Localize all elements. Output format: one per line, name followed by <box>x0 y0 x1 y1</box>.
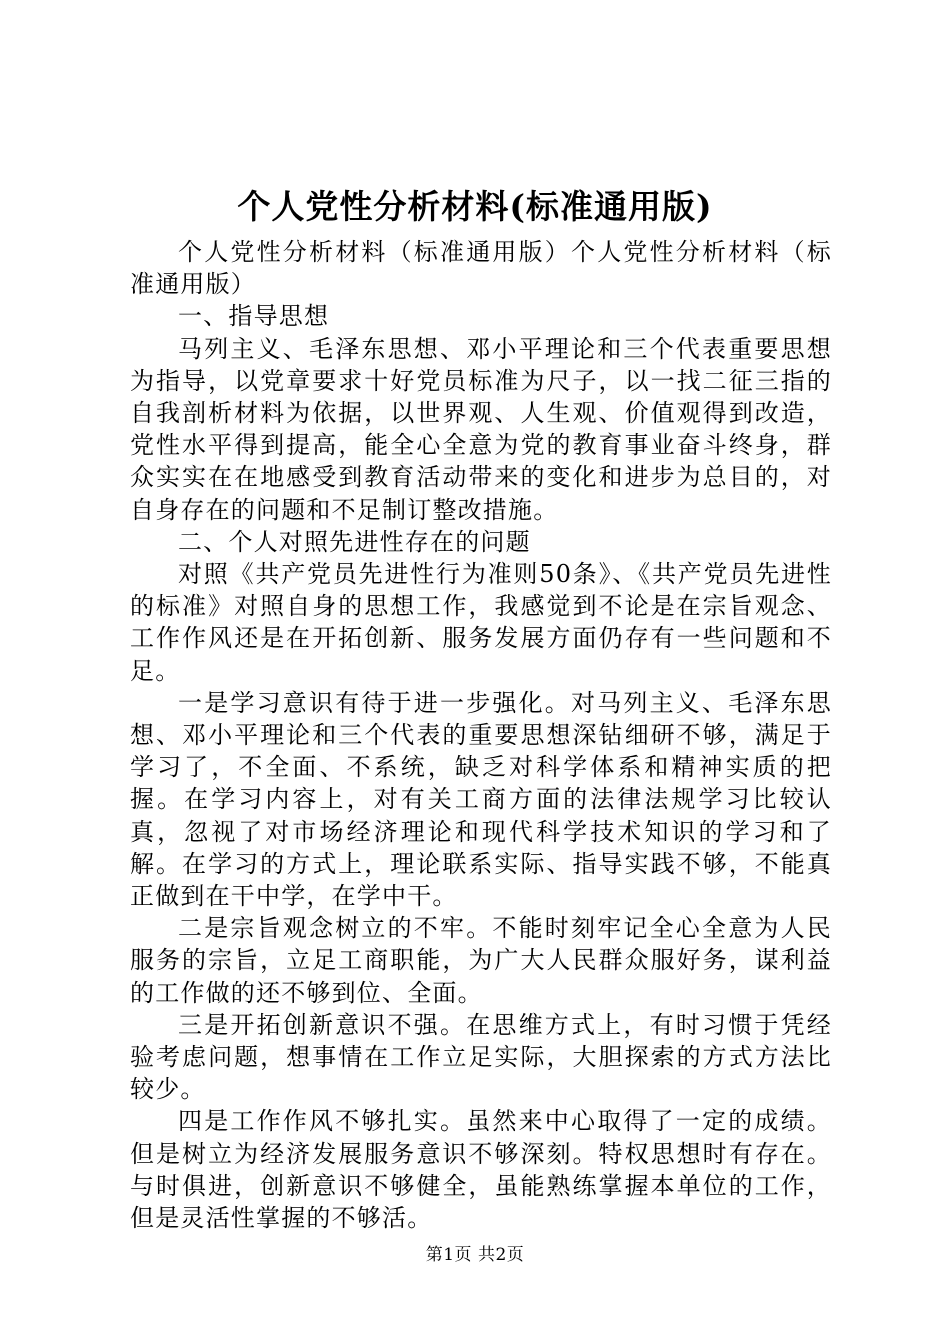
paragraph-intro: 个人党性分析材料（标准通用版）个人党性分析材料（标准通用版） <box>130 238 832 299</box>
document-title: 个人党性分析材料(标准通用版) <box>237 187 713 226</box>
paragraph-problem-4: 四是工作作风不够扎实。虽然来中心取得了一定的成绩。但是树立为经济发展服务意识不够深刻。特权思想时有存在。与时俱进，创新意识不够健全，虽能熟练掌握本单位的工作，但是灵活性掌握的不够活。 <box>130 1107 832 1233</box>
paragraph-guiding-thought: 马列主义、毛泽东思想、邓小平理论和三个代表重要思想为指导，以党章要求十好党员标准为尺子，以一找二征三指的自我剖析材料为依据，以世界观、人生观、价值观得到改造，党性水平得到提高，能全心全意为党的教育事业奋斗终身，群众实实在在地感受到教育活动带来的变化和进步为总目的，对自身存在的问题和不足制订整改措施。 <box>130 334 832 524</box>
paragraph-problem-3: 三是开拓创新意识不强。在思维方式上，有时习惯于凭经验考虑问题，想事情在工作立足实际，大胆探索的方式方法比较少。 <box>130 1010 832 1104</box>
heading-problems: 二、个人对照先进性存在的问题 <box>178 527 531 556</box>
paragraph-problem-1: 一是学习意识有待于进一步强化。对马列主义、毛泽东思想、邓小平理论和三个代表的重要思想深钻细研不够，满足于学习了，不全面、不系统，缺乏对科学体系和精神实质的把握。在学习内容上，对有关工商方面的法律法规学习比较认真，忽视了对市场经济理论和现代科学技术知识的学习和了解。在学习的方式上，理论联系实际、指导实践不够，不能真正做到在干中学，在学中干。 <box>130 688 832 911</box>
paragraph-problems-overview: 对照《共产党员先进性行为准则50条》、《共产党员先进性的标准》对照自身的思想工作，我感觉到不论是在宗旨观念、工作作风还是在开拓创新、服务发展方面仍存有一些问题和不足。 <box>130 560 832 685</box>
document-body <box>130 236 832 1234</box>
heading-guiding-thought: 一、指导思想 <box>178 302 330 331</box>
page-number-footer: 第1页 共2页 <box>425 1245 525 1265</box>
paragraph-problem-2: 二是宗旨观念树立的不牢。不能时刻牢记全心全意为人民服务的宗旨，立足工商职能，为广大人民群众服好务，谋利益的工作做的还不够到位、全面。 <box>130 914 832 1007</box>
